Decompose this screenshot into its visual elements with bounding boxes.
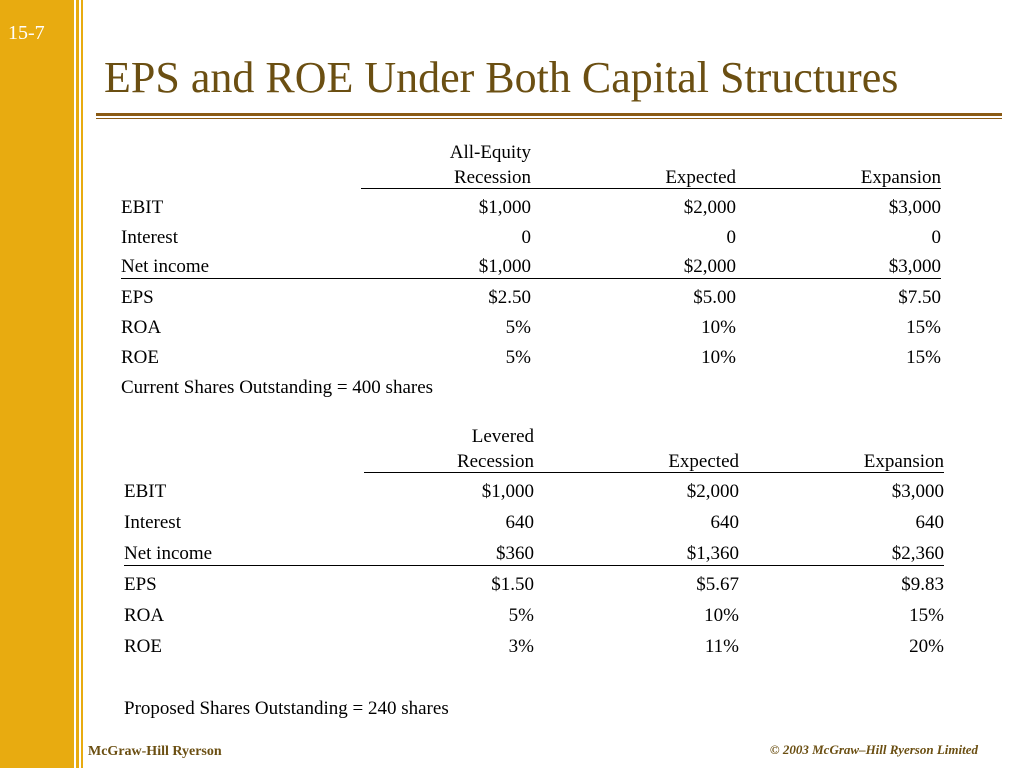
row-label: EPS <box>124 574 157 595</box>
cell-value: $3,000 <box>888 197 941 218</box>
cell-value: $1,000 <box>481 481 534 502</box>
cell-value: 20% <box>909 636 944 657</box>
cell-value: 10% <box>701 347 736 368</box>
table-row <box>124 513 944 535</box>
table-row <box>121 228 941 250</box>
cell-value: 3% <box>508 636 534 657</box>
row-label: Net income <box>121 256 210 277</box>
cell-value: $5.00 <box>693 287 736 308</box>
cell-value: $1,000 <box>478 256 531 277</box>
cell-value: 15% <box>906 347 941 368</box>
table-row <box>121 348 941 370</box>
cell-value: $2,360 <box>891 543 944 564</box>
cell-value: $3,000 <box>891 481 944 502</box>
cell-value: 0 <box>931 227 941 248</box>
table-row <box>124 575 944 597</box>
cell-value: $5.67 <box>696 574 739 595</box>
column-header-recession: Recession <box>361 168 531 189</box>
page-title: EPS and ROE Under Both Capital Structures <box>104 53 899 102</box>
shares-note: Proposed Shares Outstanding = 240 shares <box>124 698 449 719</box>
column-header-recession: Recession <box>364 452 534 473</box>
footer-copyright: © 2003 McGraw–Hill Ryerson Limited <box>769 742 978 757</box>
cell-value: $1.50 <box>491 574 534 595</box>
row-label: ROA <box>121 317 162 338</box>
footer-publisher: McGraw-Hill Ryerson <box>88 744 222 759</box>
column-header-expected: Expected <box>531 168 736 189</box>
row-label: ROE <box>121 347 159 368</box>
row-label: EBIT <box>124 481 167 502</box>
table-row <box>121 288 941 310</box>
cell-value: $1,000 <box>478 197 531 218</box>
cell-value: 0 <box>521 227 531 248</box>
cell-value: $1,360 <box>686 543 739 564</box>
table-row <box>121 198 941 220</box>
sidebar-stripe <box>76 0 79 768</box>
column-header-expected: Expected <box>534 452 739 473</box>
title-rule <box>96 118 1002 119</box>
column-header-expansion: Expansion <box>739 452 944 473</box>
table-row <box>124 606 944 628</box>
cell-value: 640 <box>505 512 534 533</box>
cell-value: 10% <box>701 317 736 338</box>
table-row <box>124 482 944 504</box>
row-label: EBIT <box>121 197 164 218</box>
row-label: Interest <box>121 227 178 248</box>
column-header-expansion: Expansion <box>736 168 941 189</box>
cell-value: $2.50 <box>488 287 531 308</box>
cell-value: $3,000 <box>888 256 941 277</box>
title-rule <box>96 113 1002 116</box>
cell-value: $9.83 <box>901 574 944 595</box>
shares-note: Current Shares Outstanding = 400 shares <box>121 377 434 398</box>
slide-number: 15-7 <box>8 22 45 44</box>
all-equity-table <box>121 143 951 403</box>
table-row <box>121 318 941 340</box>
cell-value: 10% <box>704 605 739 626</box>
cell-value: 15% <box>909 605 944 626</box>
row-label: Interest <box>124 512 181 533</box>
row-label: EPS <box>121 287 154 308</box>
cell-value: $360 <box>496 543 534 564</box>
cell-value: 0 <box>726 227 736 248</box>
cell-value: 5% <box>505 347 531 368</box>
cell-value: 15% <box>906 317 941 338</box>
table-heading: All-Equity <box>449 142 531 163</box>
table-row <box>121 257 941 279</box>
table-header-row <box>124 452 944 474</box>
cell-value: 11% <box>704 636 739 657</box>
cell-value: 5% <box>508 605 534 626</box>
cell-value: $2,000 <box>686 481 739 502</box>
table-header-row <box>121 168 941 190</box>
sidebar-bar <box>0 0 74 768</box>
row-label: ROE <box>124 636 162 657</box>
cell-value: $2,000 <box>683 256 736 277</box>
table-row <box>124 544 944 566</box>
cell-value: $2,000 <box>683 197 736 218</box>
cell-value: 5% <box>505 317 531 338</box>
row-label: Net income <box>124 543 213 564</box>
cell-value: 640 <box>710 512 739 533</box>
sidebar-stripe <box>81 0 83 768</box>
cell-value: 640 <box>915 512 944 533</box>
table-row <box>124 637 944 659</box>
cell-value: $7.50 <box>898 287 941 308</box>
levered-table <box>124 427 954 727</box>
table-heading: Levered <box>471 426 534 447</box>
row-label: ROA <box>124 605 165 626</box>
